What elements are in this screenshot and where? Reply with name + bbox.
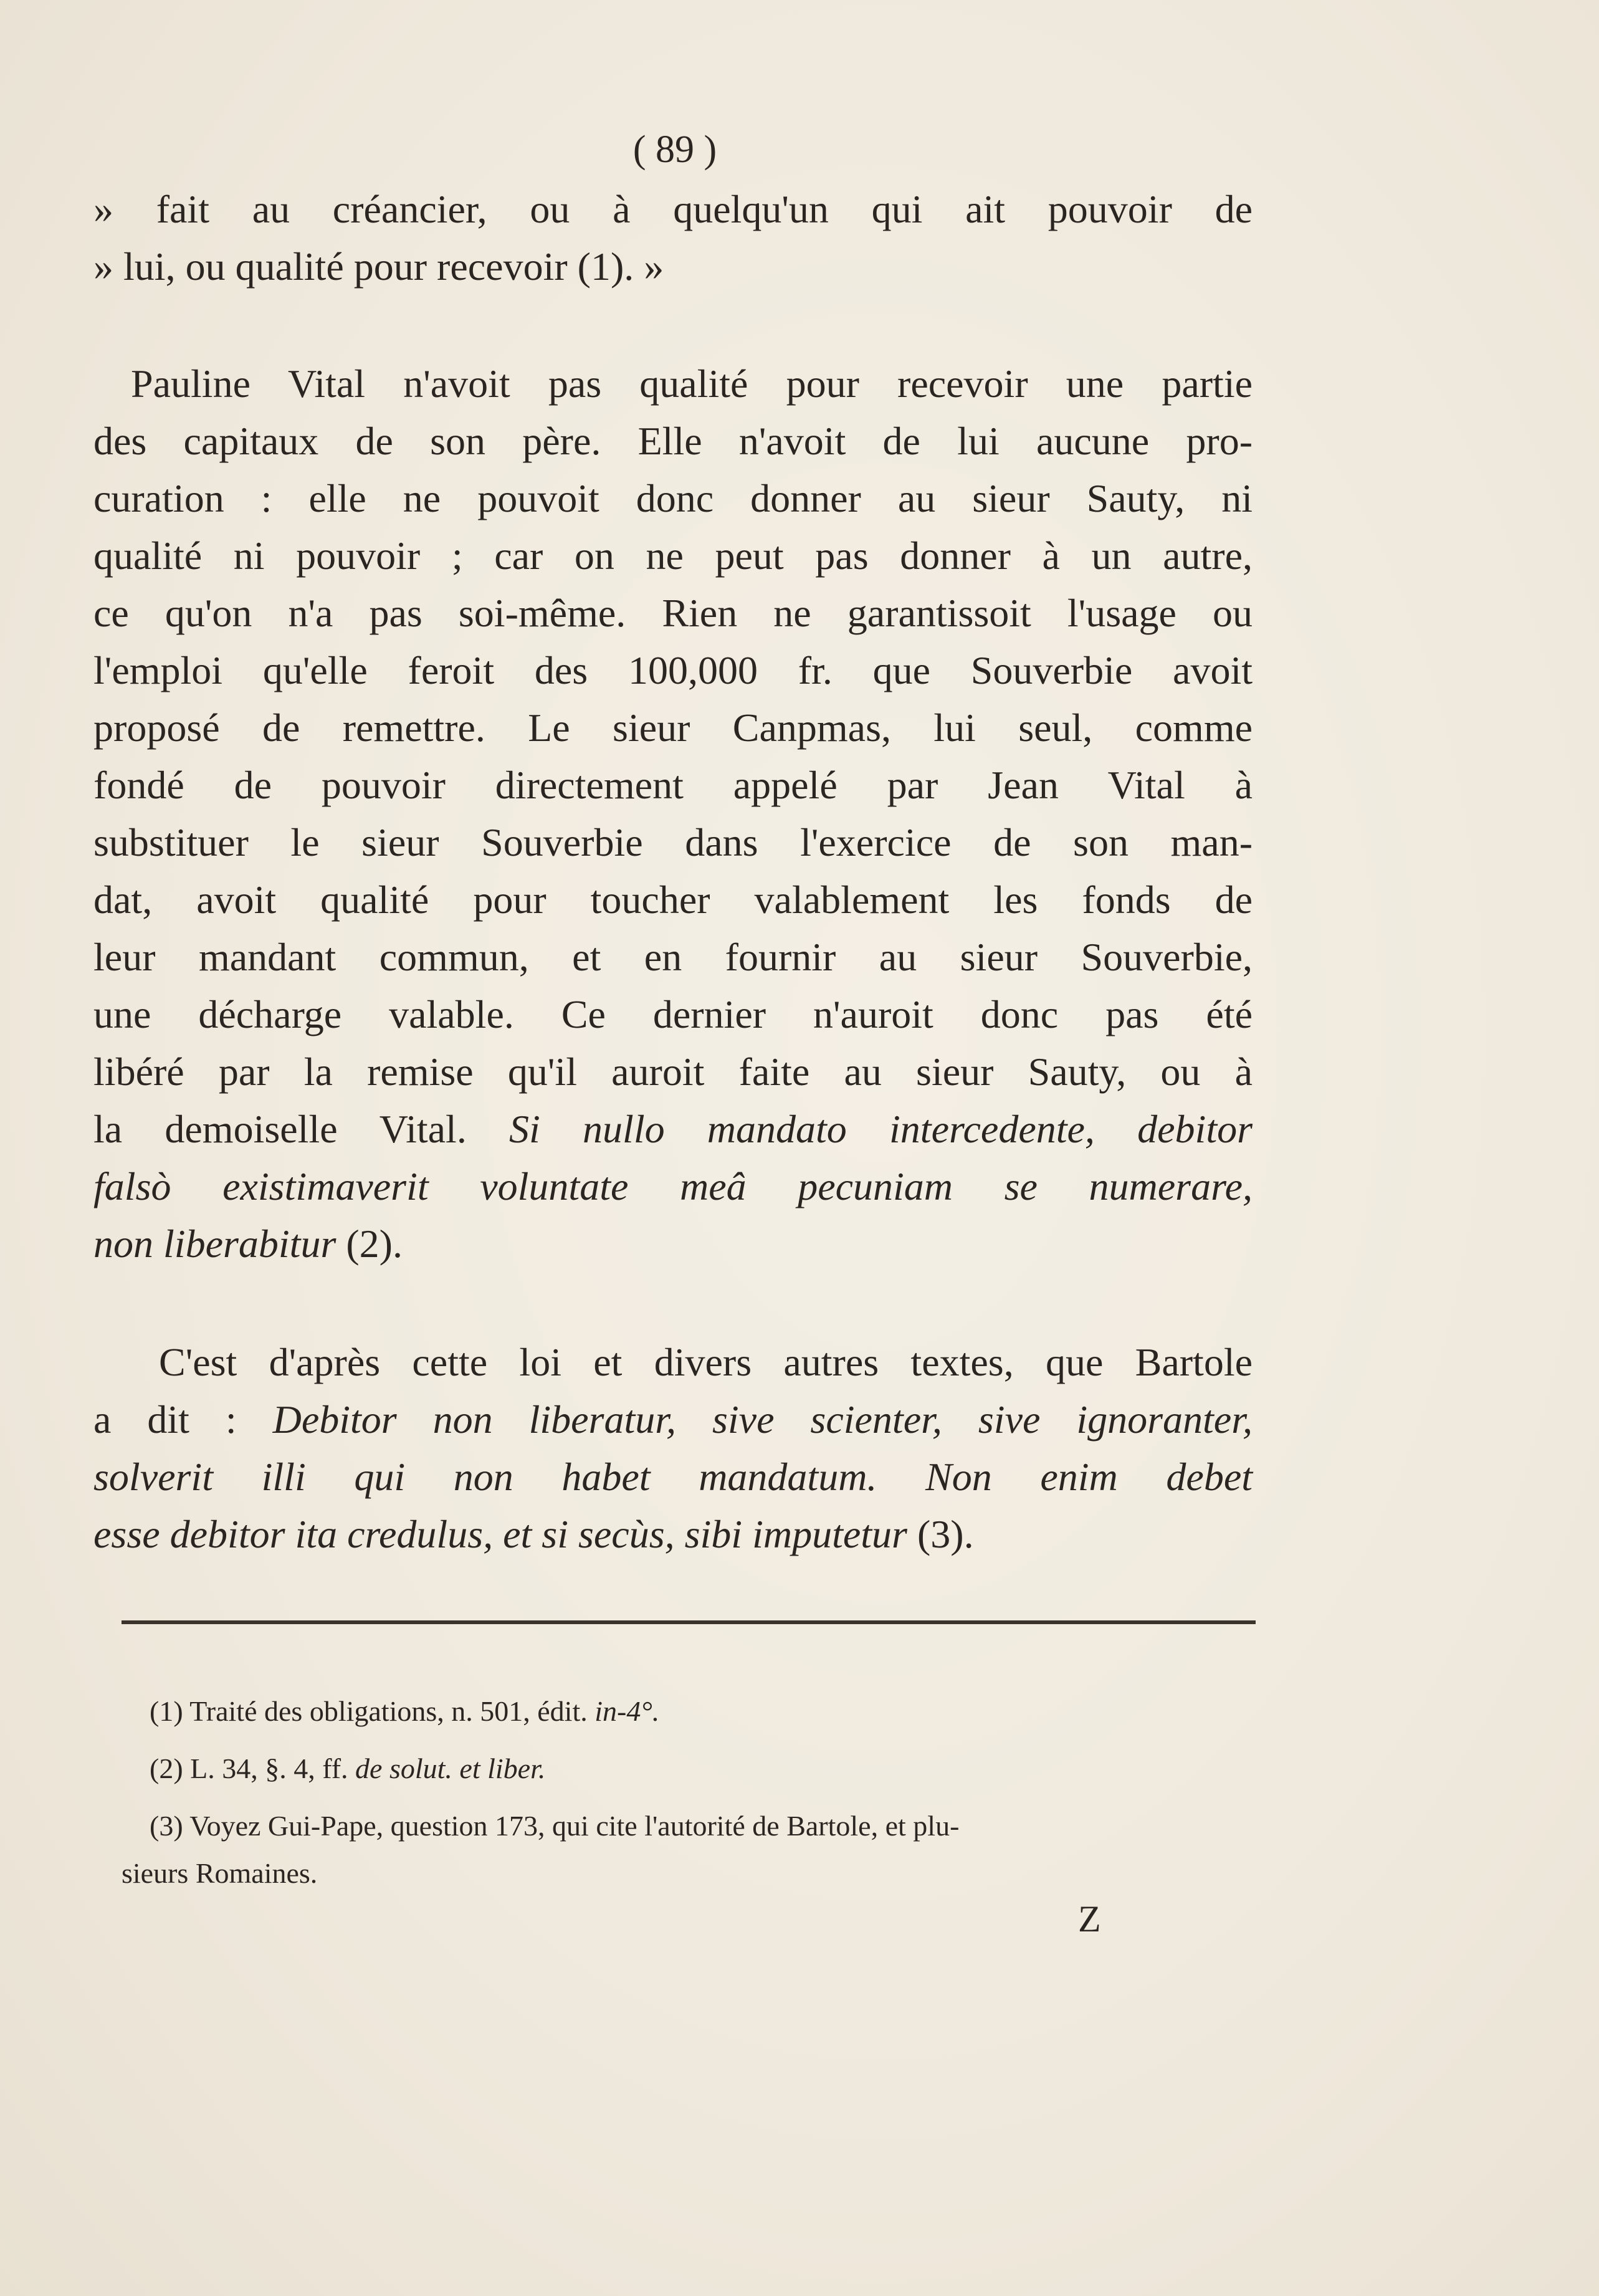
signature-mark: Z <box>1078 1898 1101 1940</box>
text-line: leur mandant commun, et en fournir au sieur Souverbie, <box>93 935 1253 979</box>
text-line: dat, avoit qualité pour toucher valablement les fonds de <box>93 878 1253 922</box>
footnote-text: (3) Voyez Gui-Pape, question 173, qui cite l'autorité de Bartole, et plu- <box>150 1810 960 1842</box>
latin-quote: non liberabitur <box>93 1222 337 1266</box>
latin-quote: Si nullo mandato intercedente, debitor <box>509 1107 1253 1151</box>
footnote-3 <box>150 1797 1271 1855</box>
text-line: une décharge valable. Ce dernier n'auroit donc pas été <box>93 992 1253 1036</box>
latin-quote: falsò existimaverit voluntate meâ pecuniam se numerare, <box>93 1164 1253 1208</box>
text-line: substituer le sieur Souverbie dans l'exercice de son man- <box>93 820 1253 864</box>
text-line <box>93 1391 1253 1448</box>
roman-text: la demoiselle Vital. <box>93 1107 467 1151</box>
text-line <box>93 1506 1253 1563</box>
footnote-ref: (3). <box>917 1512 974 1556</box>
footnote-1 <box>150 1683 1271 1740</box>
text-line: qualité ni pouvoir ; car on ne peut pas donner à un autre, <box>93 533 1253 578</box>
footnote-3-continuation: sieurs Romaines. <box>122 1857 318 1889</box>
footnote-text: (1) Traité des obligations, n. 501, édit. <box>150 1695 588 1727</box>
text-line: Pauline Vital n'avoit pas qualité pour recevoir une partie <box>131 361 1253 406</box>
text-line <box>93 1215 1253 1273</box>
footnote-ref: (2). <box>346 1222 403 1266</box>
page-number: ( 89 ) <box>632 128 717 171</box>
footnote-text: (2) L. 34, §. 4, ff. <box>150 1753 348 1784</box>
paragraph-bartole <box>93 1334 1253 1563</box>
text-line: l'emploi qu'elle feroit des 100,000 fr. que Souverbie avoit <box>93 648 1253 692</box>
footnote-2 <box>150 1740 1271 1797</box>
footnote-italic: in-4°. <box>594 1695 660 1727</box>
text-line: proposé de remettre. Le sieur Canpmas, lui seul, comme <box>93 706 1253 750</box>
latin-quote: esse debitor ita credulus, et si secùs, sibi imputetur <box>93 1512 907 1556</box>
text-line: ce qu'on n'a pas soi-même. Rien ne garantissoit l'usage ou <box>93 591 1253 635</box>
footnote-separator <box>122 1620 1256 1624</box>
quote-continuation <box>93 181 1253 295</box>
footnote-italic: de solut. et liber. <box>355 1753 546 1784</box>
text-line: fondé de pouvoir directement appelé par Jean Vital à <box>93 763 1253 807</box>
text-line: libéré par la remise qu'il auroit faite au sieur Sauty, ou à <box>93 1050 1253 1094</box>
roman-text: a dit : <box>93 1397 237 1442</box>
footnotes <box>122 1683 1271 1892</box>
text-line: C'est d'après cette loi et divers autres textes, que Bartole <box>159 1340 1253 1384</box>
text-line: » lui, ou qualité pour recevoir (1). » <box>93 244 664 289</box>
latin-quote: Debitor non liberatur, sive scienter, sive ignoranter, <box>272 1397 1253 1442</box>
text-line <box>93 1101 1253 1158</box>
paragraph-pauline-vital <box>93 355 1253 1273</box>
latin-quote: solverit illi qui non habet mandatum. Non enim debet <box>93 1455 1253 1499</box>
text-line: » fait au créancier, ou à quelqu'un qui ait pouvoir de <box>93 187 1253 231</box>
text-line: curation : elle ne pouvoit donc donner au sieur Sauty, ni <box>93 476 1253 520</box>
text-line: des capitaux de son père. Elle n'avoit de lui aucune pro- <box>93 419 1253 463</box>
